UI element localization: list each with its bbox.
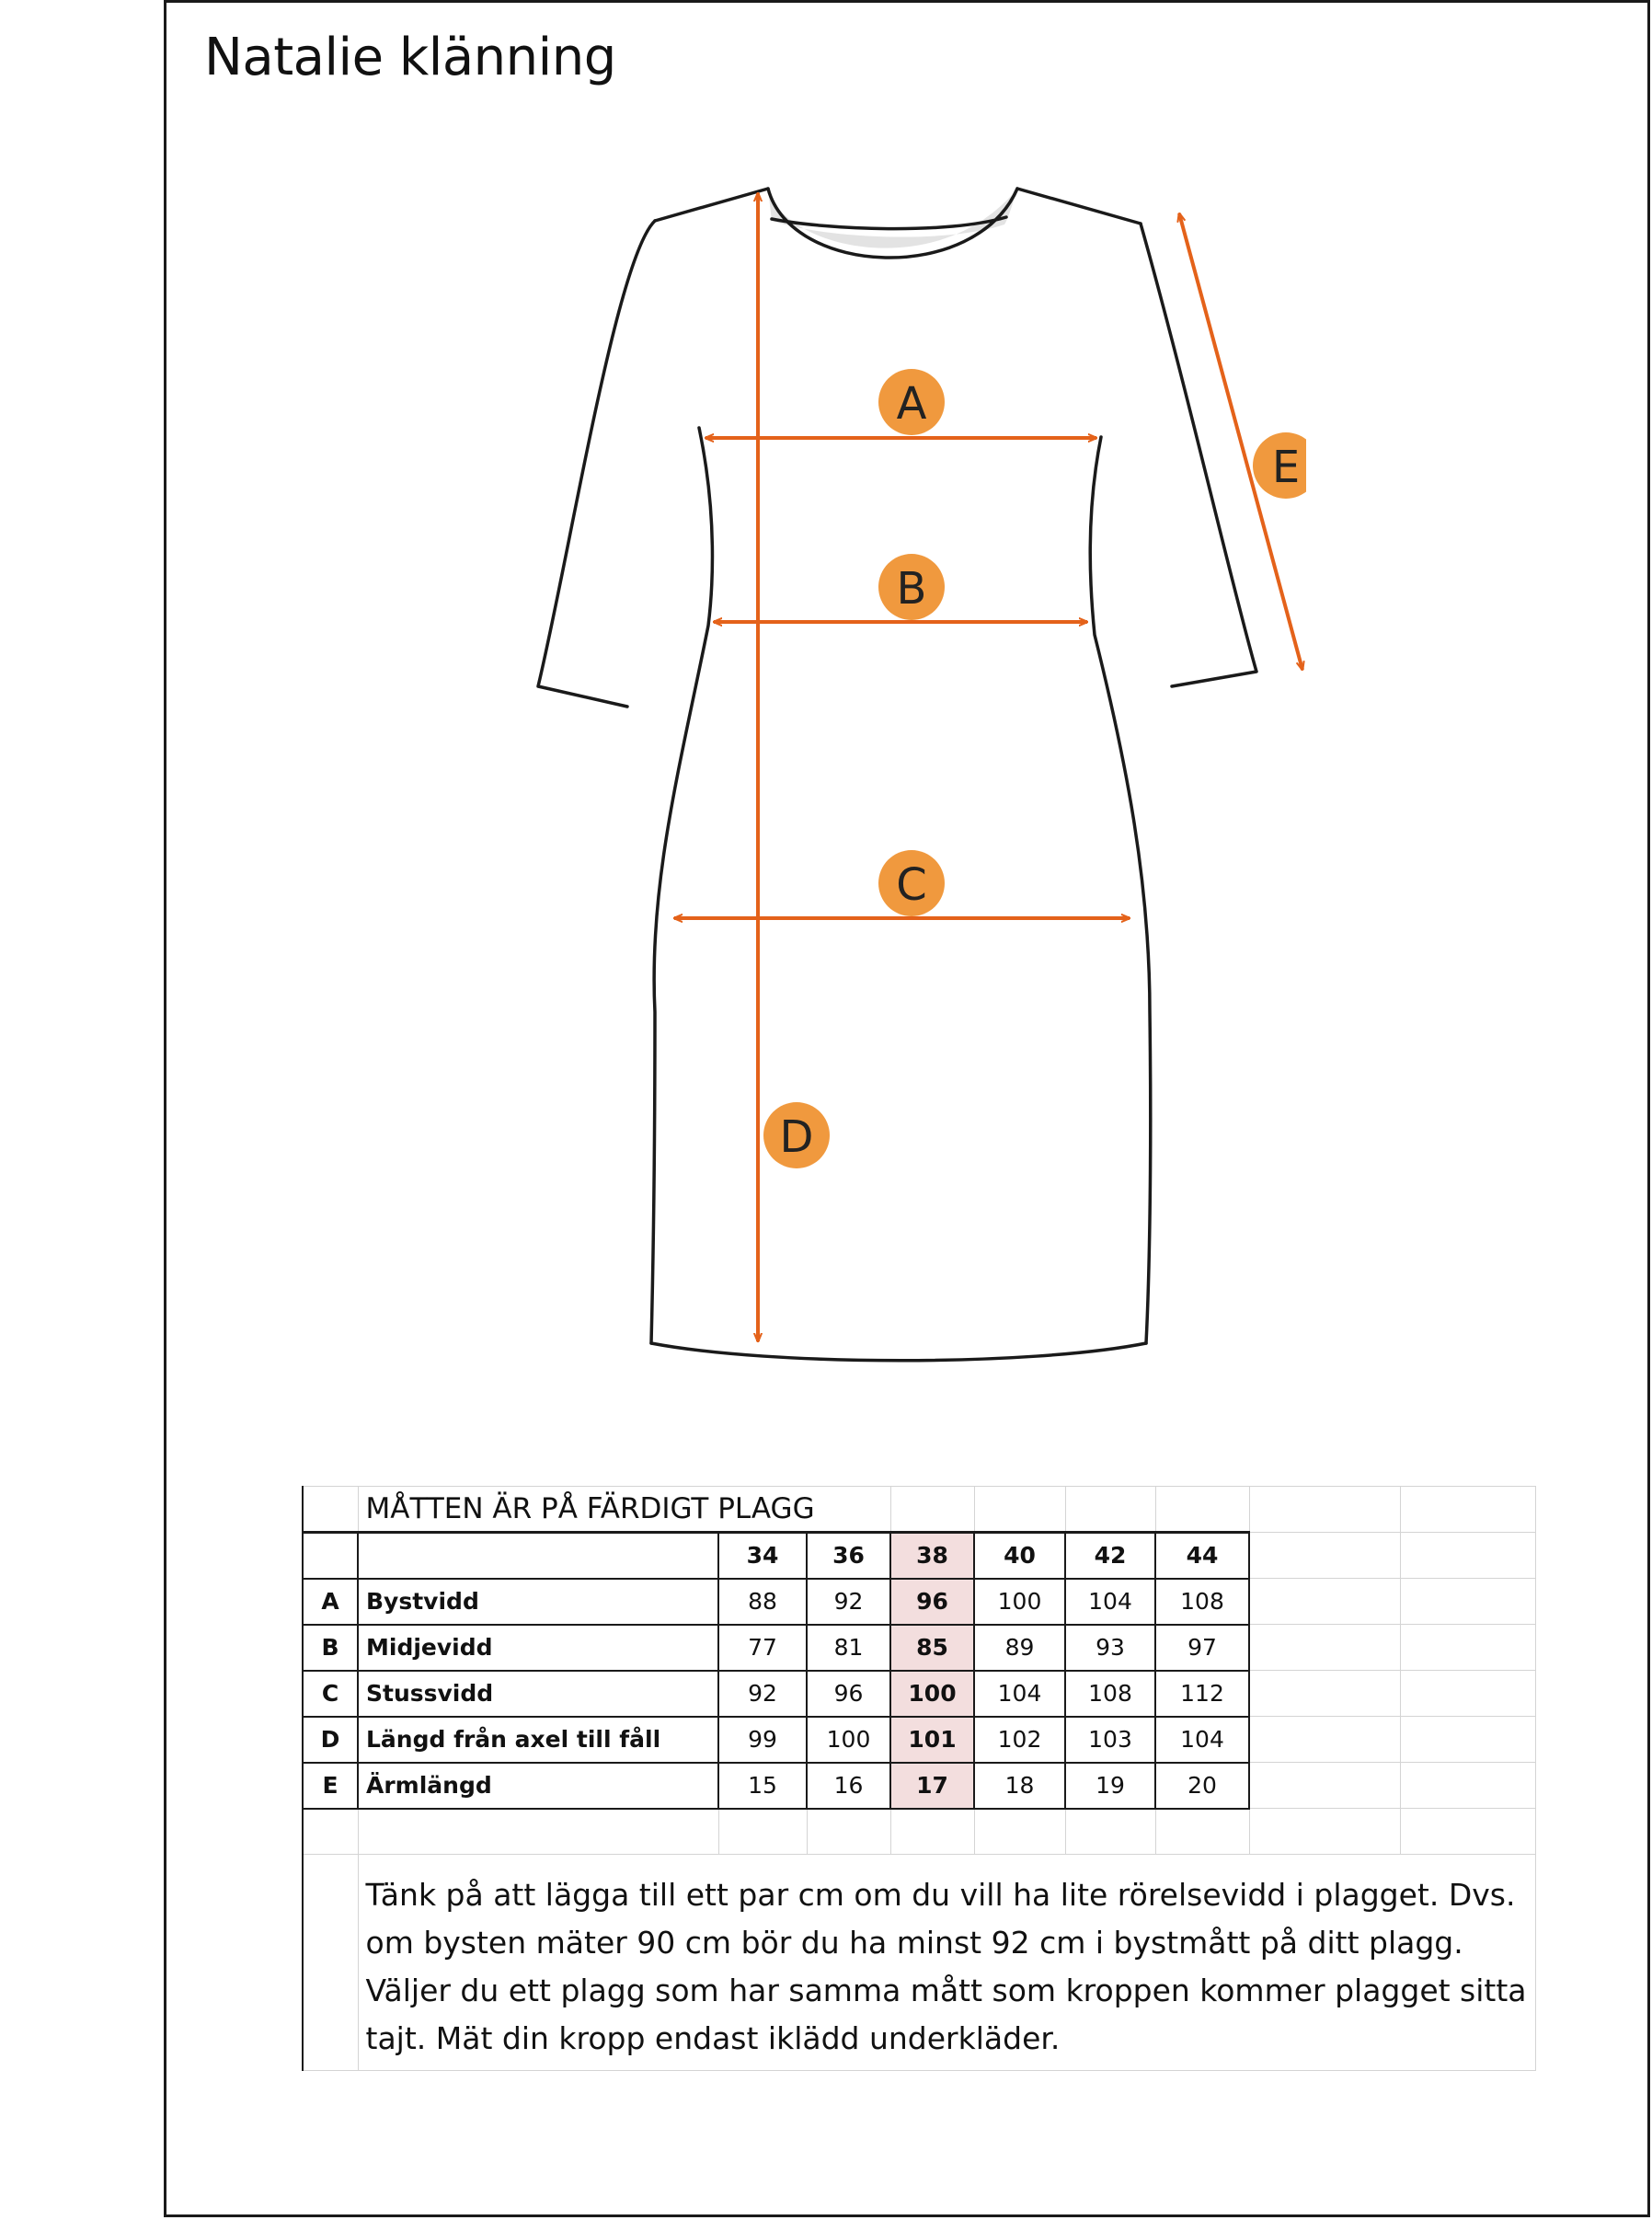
measurement-badges [763, 369, 1306, 1168]
row-letter: D [303, 1717, 358, 1763]
row-label: Stussvidd [358, 1671, 718, 1717]
table-caption: MÅTTEN ÄR PÅ FÄRDIGT PLAGG [358, 1487, 890, 1533]
badge-e [1253, 432, 1306, 499]
table-row: D Längd från axel till fåll 99 100 101 102 103 104 [303, 1717, 1535, 1763]
size-header: 36 [807, 1533, 890, 1579]
badge-a [878, 369, 945, 435]
table-row: C Stussvidd 92 96 100 104 108 112 [303, 1671, 1535, 1717]
row-letter: A [303, 1579, 358, 1625]
page-title: Natalie klänning [204, 28, 616, 87]
measurement-arrows [674, 193, 1302, 1341]
svg-text:E: E [1271, 442, 1301, 493]
row-label: Ärmlängd [358, 1763, 718, 1809]
row-label: Bystvidd [358, 1579, 718, 1625]
size-header: 34 [718, 1533, 807, 1579]
row-letter: E [303, 1763, 358, 1809]
badge-d [763, 1102, 830, 1168]
neckline-shape [768, 189, 1017, 248]
row-letter: B [303, 1625, 358, 1671]
fit-note: Tänk på att lägga till ett par cm om du vill ha lite rörelsevidd i plagget. Dvs. om bysten mäter 90 cm bör du ha minst 92 cm i bystmått på ditt plagg. Väljer du ett plagg som har samma mått som kroppen kommer plagget sitta tajt. Mät din kropp endast iklädd underkläder. [358, 1855, 1535, 2071]
size-header: 44 [1155, 1533, 1249, 1579]
size-header: 40 [974, 1533, 1065, 1579]
size-header: 42 [1065, 1533, 1155, 1579]
svg-text:B: B [896, 563, 927, 615]
table-row: E Ärmlängd 15 16 17 18 19 20 [303, 1763, 1535, 1809]
row-letter: C [303, 1671, 358, 1717]
dress-outline [538, 189, 1256, 1361]
row-label: Längd från axel till fåll [358, 1717, 718, 1763]
table-row: B Midjevidd 77 81 85 89 93 97 [303, 1625, 1535, 1671]
svg-text:A: A [896, 378, 927, 430]
caption-row [303, 1487, 1535, 1533]
note-row [303, 1855, 1535, 2071]
size-header-highlighted: 38 [890, 1533, 974, 1579]
empty-row [303, 1809, 1535, 1855]
size-table [302, 1486, 1536, 2071]
row-label: Midjevidd [358, 1625, 718, 1671]
svg-text:C: C [896, 859, 927, 911]
badge-b [878, 554, 945, 620]
svg-text:D: D [779, 1111, 814, 1163]
size-header-row [303, 1533, 1535, 1579]
badge-c [878, 850, 945, 916]
dress-diagram [515, 166, 1306, 1380]
table-row: A Bystvidd 88 92 96 100 104 108 [303, 1579, 1535, 1625]
